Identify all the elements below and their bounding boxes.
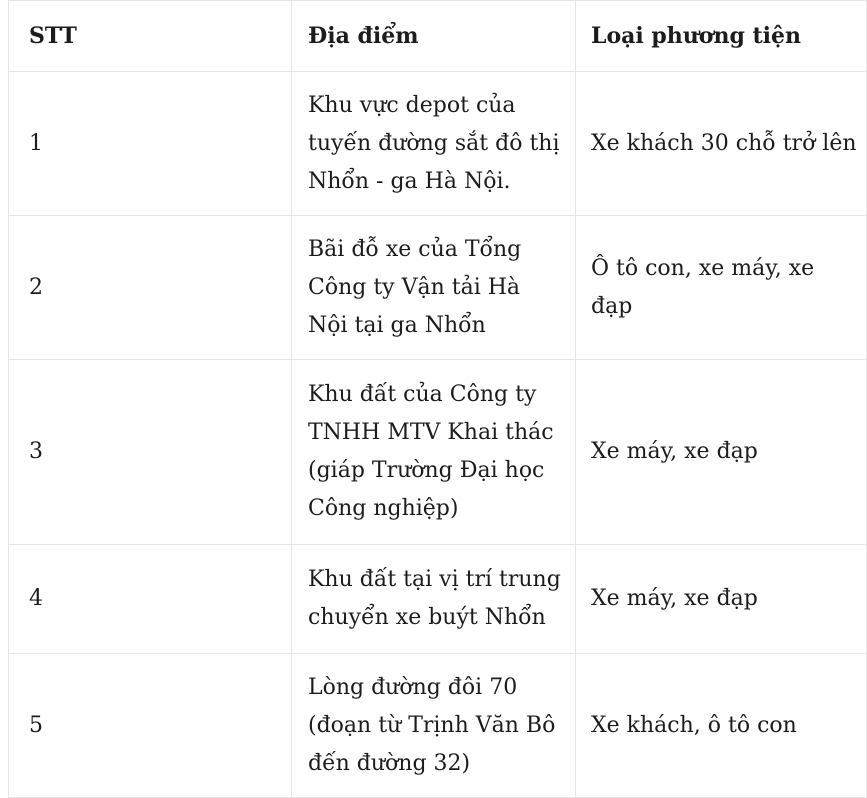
cell-vehicle-type: Xe khách 30 chỗ trở lên bbox=[576, 72, 867, 216]
cell-stt: 5 bbox=[9, 654, 292, 798]
cell-location: Lòng đường đôi 70 (đoạn từ Trịnh Văn Bô đến đường 32) bbox=[292, 654, 576, 798]
cell-location: Khu đất tại vị trí trung chuyển xe buýt Nhổn bbox=[292, 545, 576, 654]
header-stt: STT bbox=[9, 1, 292, 72]
cell-stt: 4 bbox=[9, 545, 292, 654]
parking-locations-table-wrapper bbox=[8, 0, 866, 798]
table-row bbox=[9, 360, 867, 545]
header-location: Địa điểm bbox=[292, 1, 576, 72]
table-row bbox=[9, 216, 867, 360]
cell-location: Khu đất của Công ty TNHH MTV Khai thác (giáp Trường Đại học Công nghiệp) bbox=[292, 360, 576, 545]
cell-vehicle-type: Xe máy, xe đạp bbox=[576, 545, 867, 654]
parking-locations-table bbox=[8, 0, 867, 798]
cell-stt: 1 bbox=[9, 72, 292, 216]
cell-location: Khu vực depot của tuyến đường sắt đô thị Nhổn - ga Hà Nội. bbox=[292, 72, 576, 216]
cell-vehicle-type: Ô tô con, xe máy, xe đạp bbox=[576, 216, 867, 360]
header-vehicle-type: Loại phương tiện bbox=[576, 1, 867, 72]
table-header-row bbox=[9, 1, 867, 72]
table-row bbox=[9, 654, 867, 798]
cell-vehicle-type: Xe khách, ô tô con bbox=[576, 654, 867, 798]
table-row bbox=[9, 72, 867, 216]
table-row bbox=[9, 545, 867, 654]
cell-location: Bãi đỗ xe của Tổng Công ty Vận tải Hà Nội tại ga Nhổn bbox=[292, 216, 576, 360]
cell-stt: 3 bbox=[9, 360, 292, 545]
cell-vehicle-type: Xe máy, xe đạp bbox=[576, 360, 867, 545]
cell-stt: 2 bbox=[9, 216, 292, 360]
